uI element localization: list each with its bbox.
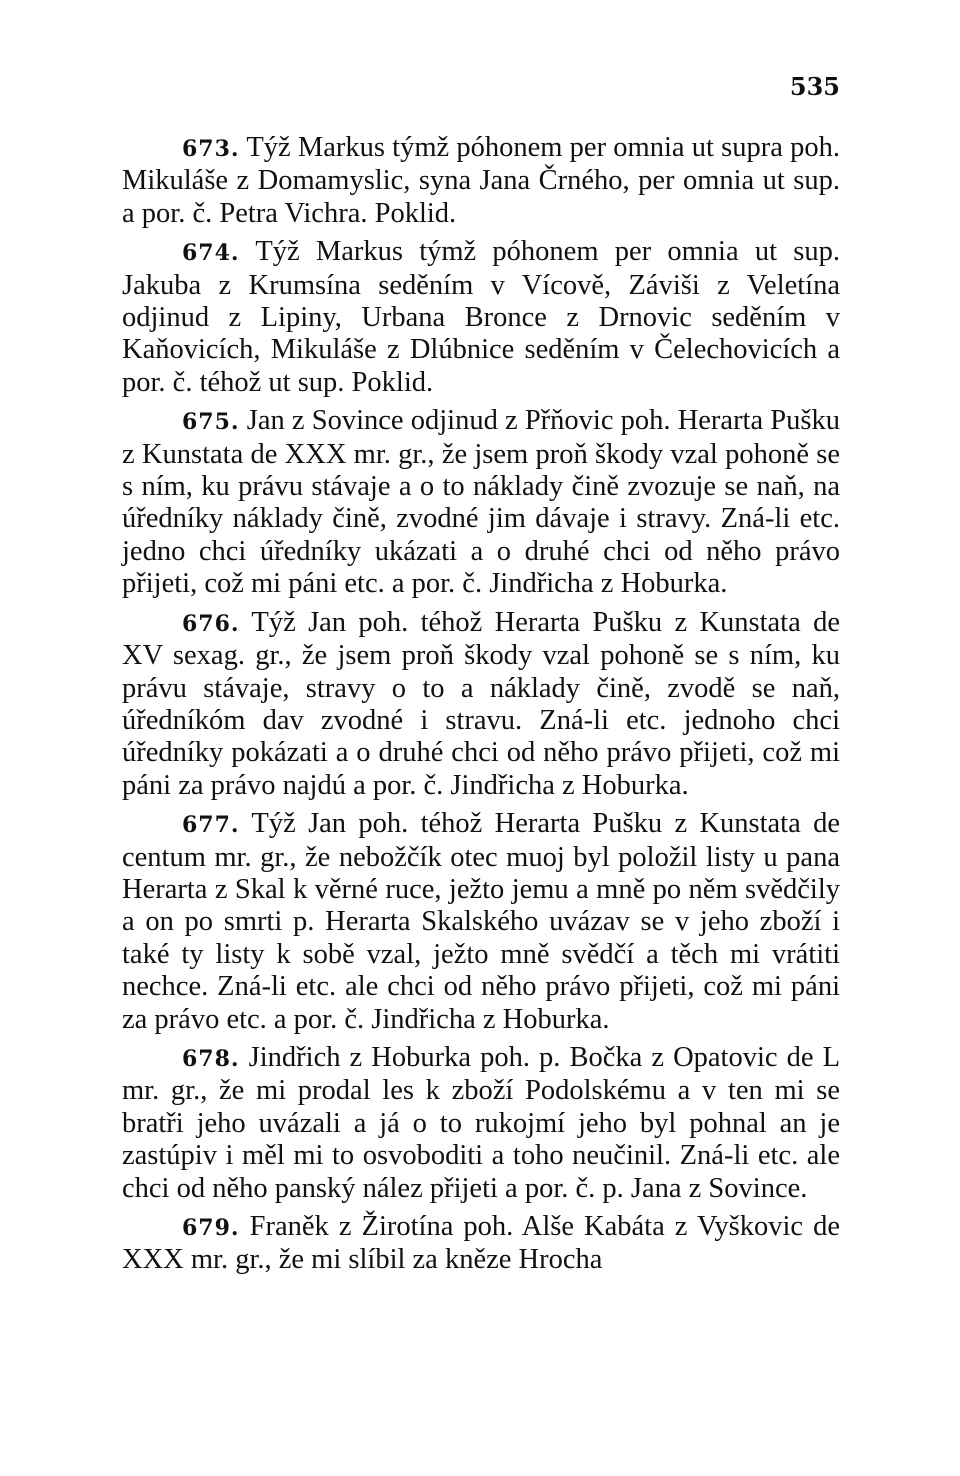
entry-text: Jan z Sovince odjinud z Přňovic poh. Herarta Pušku z Kunstata de XXX mr. gr., že jsem proň škody vzal pohoně se s ním, ku právu stávaje a o to náklady čině zvozuje se naň, na úředníky náklady čině, zvodné jim dávaje i stravy. Zná-li etc. jedno chci úředníky ukázati a o druhé chci od něho právo přijeti, což mi páni etc. a por. č. Jindřicha z Hoburka.: [122, 405, 840, 600]
entry: [122, 1042, 840, 1205]
entry-text: Franěk z Žirotína poh. Alše Kabáta z Vyškovic de XXX mr. gr., že mi slíbil za kněze Hrocha: [122, 1211, 841, 1276]
entry-number: 677.: [182, 812, 240, 839]
page-number: 535: [789, 72, 840, 101]
entry: [122, 132, 840, 230]
entry-number: 676.: [182, 610, 240, 637]
entry-number: 674.: [182, 240, 240, 267]
entry: [122, 236, 840, 399]
entry-number: 673.: [182, 136, 240, 162]
entry: [122, 405, 840, 600]
entry-text: Týž Markus týmž póhonem per omnia ut sup. Jakuba z Krumsína seděním v Vícově, Záviši z Veletína odjinud z Lipiny, Urbana Bronce z Drnovic seděním v Kaňovicích, Mikuláše z Dlúbnice seděním v Čelechovicích a por. č. téhož ut sup. Poklid.: [122, 236, 840, 398]
entry-text: Týž Jan poh. téhož Herarta Pušku z Kunstata de centum mr. gr., že nebožčík otec muoj byl položil listy u pana Herarta z Skal k věrné ruce, ježto jemu a mně po něm svědčily a on po smrti p. Herarta Skalského uvázav se v jeho zboží i také ty listy k sobě vzal, ježto mně svědčí a těch mi vrátiti nechce. Zná-li etc. ale chci od něho právo přijeti, což mi páni za právo etc. a por. č. Jindřicha z Hoburka.: [122, 808, 840, 1035]
entry-number: 675.: [182, 409, 240, 436]
entry: [122, 808, 840, 1036]
entry-text: Týž Jan poh. téhož Herarta Pušku z Kunstata de XV sexag. gr., že jsem proň škody vzal pohoně se s ním, ku právu stávaje, stravy o to a náklady čině, zvodě se naň, úředníkóm dav zvodné i stravu. Zná-li etc. jednoho chci úředníky pokázati a o druhé chci od něho právo přijeti, což mi páni za právo najdú a por. č. Jindřicha z Hoburka.: [122, 606, 840, 801]
entry: [122, 1211, 840, 1277]
entry-number: 678.: [182, 1045, 240, 1072]
entry-text: Týž Markus týmž póhonem per omnia ut supra poh. Mikuláše z Domamyslic, syna Jana Črného, per omnia ut sup. a por. č. Petra Vichra. Poklid.: [122, 132, 840, 229]
entry-number: 679.: [182, 1215, 240, 1241]
entry-text: Jindřich z Hoburka poh. p. Bočka z Opatovic de L mr. gr., že mi prodal les k zboží Podolskému a v ten mi se bratři jeho uvázali a já o to rukojmí jeho byl pohnal an je zastúpiv i měl mi to osvoboditi a toho neučinil. Zná-li etc. ale chci od něho panský nález přijeti a por. č. p. Jana z Sovince.: [122, 1041, 840, 1204]
entry: [122, 607, 840, 802]
text-body: [122, 132, 840, 1283]
